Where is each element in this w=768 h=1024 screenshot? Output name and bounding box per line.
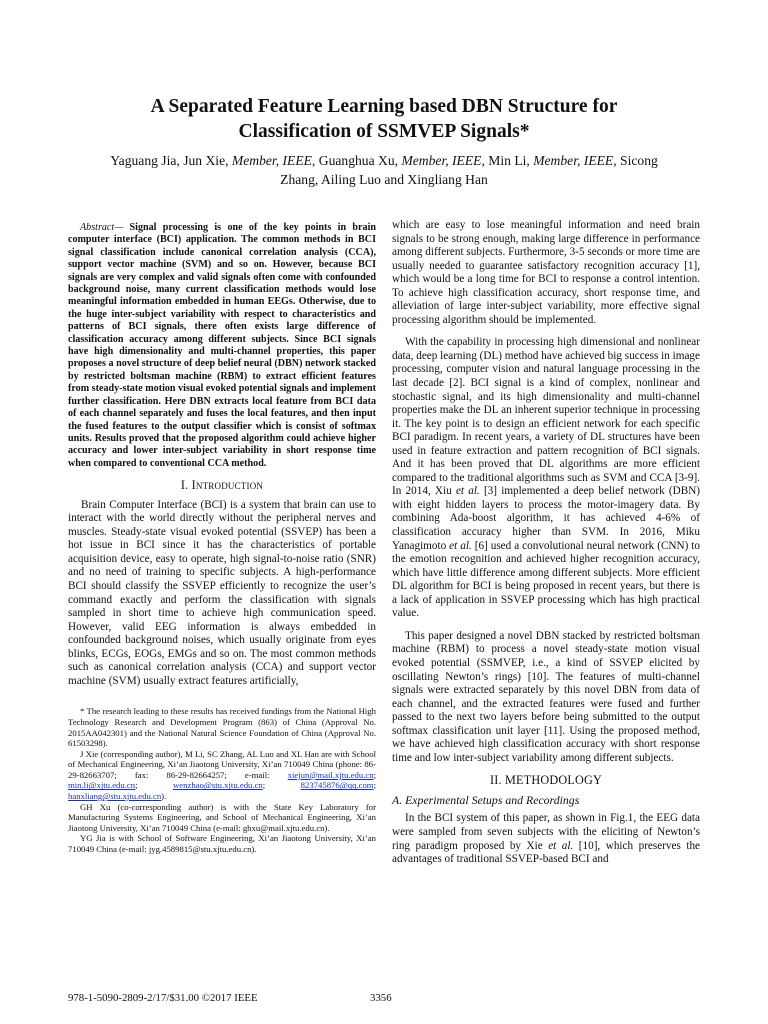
authors-line-2: Zhang, Ailing Luo and Xingliang Han: [280, 171, 488, 187]
isbn-line: 978-1-5090-2809-2/17/$31.00 ©2017 IEEE: [68, 992, 258, 1004]
footnote-funding: * The research leading to these results has received fundings from the National High Technology Research and Development Program (863) of China (Approval No. 2015AA042301) and the National Natural Science Foundation of China (Approval No. 61503298).: [68, 706, 376, 749]
footnote-affiliation-3: YG Jia is with School of Software Engineering, Xi’an Jiaotong University, Xi’an 710049 China (e-mail: jyg.4589815@stu.xjtu.edu.cn).: [68, 833, 376, 855]
section-number: I.: [180, 478, 189, 493]
author-list: [60, 152, 708, 189]
email-link[interactable]: xiejun@mail.xjtu.edu.cn: [287, 769, 374, 780]
email-link[interactable]: 823745876@qq.com: [300, 780, 374, 791]
title-line-1: A Separated Feature Learning based DBN Structure for: [150, 96, 618, 117]
intro-paragraph-3: With the capability in processing high dimensional and nonlinear data, deep learning (DL) method have achieved big success in image processing, computer vision and natural language processing in the last decade [2]. BCI signal is a kind of complex, nonlinear and stochastic signal, and its high dimensionality and multi-channel properties make the DL an inherent superior technique in processing it. The key point is to design an efficient network for each specific BCI paradigm. In recent years, a variety of DL structures have been used in feature extraction and pattern recognition of BCI signals. And it has been proved that DL algorithms are more efficient compared to the traditional algorithms such as SVM and CCA [3-9]. In 2014, Xiu et al. [3] implemented a deep belief network (DBN) with eight hidden layers to process the motor-imagery data. By combining Ada-boost algorithm, it has achieved 4-6% of classification accuracy higher than SVM. In 2016, Miku Yanagimoto et al. [6] used a convolutional neural network (CNN) to the emotion recognition and achieved higher recognition accuracy, which have little difference among different subjects. More efficient DL algorithm for BCI is being proposed in recent years, but there is a lack of application in SSVEP processing which has high practical value.: [392, 336, 700, 620]
footnotes: [68, 706, 376, 854]
section-title: Introduction: [191, 478, 264, 493]
footnote-affiliation-1: J Xie (corresponding author), M Li, SC Zhang, AL Luo and XL Han are with School of Mechanical Engineering, Xi’an Jiaotong University, Xi’an 710049 China (phone: 86-29-82663707; fax: 86-29-82664257; e-mail: xiejun@mail.xjtu.edu.cn; min.li@xjtu.edu.cn; wenzhao@stu.xjtu.edu.cn; 823745876@qq.com; hanxliang@stu.xjtu.edu.cn).: [68, 748, 377, 802]
intro-paragraph-2: which are easy to lose meaningful information and need brain signals to be strong enough, making large difference in performance among different subjects. Furthermore, 3-5 seconds or more time are usually needed to guarantee satisfactory recognition accuracy [1], which would be a long time for BCI to response a control intention. To achieve high classification accuracy, short response time, and alleviation of large inter-subject variability, more effective signal processing algorithm should be implemented.: [392, 219, 700, 326]
email-link[interactable]: min.li@xjtu.edu.cn: [68, 780, 136, 791]
paper-title: [60, 94, 708, 144]
abstract-body: Signal processing is one of the key points in brain computer interface (BCI) application. The common methods in BCI signal classification include canonical correlation analysis (CCA), support vector machine (SVM) and so on. However, because BCI signals are very complex and valid signals often come with confounded background noise, many current classification methods would lose meaningful information embedded in human EEGs. Otherwise, due to the huge inter-subject variability with respect to characteristics and patterns of BCI signals, there often exists large difference of classification accuracy among different subjects. Since BCI signals have high dimensionality and multi-channel properties, this paper proposes a novel structure of deep belief neural (DBN) network stacked by restricted boltsman machine (RBM) to extract efficient features from steady-state motion visual evoked potential signals and implement further classification. Here DBN extracts local feature from BCI data of each channel separately and fuses the local features, and then input the fused features to the output classifier which is consist of softmax units. Results proved that the proposed algorithm could achieve higher accuracy and lower inter-subject variability in short response time when compared to conventional CCA method.: [68, 222, 376, 469]
subsection-heading: A. Experimental Setups and Recordings: [392, 792, 580, 807]
authors-line-1: Yaguang Jia, Jun Xie, Member, IEEE, Guanghua Xu, Member, IEEE, Min Li, Member, IEEE, Sicong: [110, 153, 658, 168]
email-link[interactable]: hanxliang@stu.xjtu.edu.cn: [68, 791, 162, 802]
methodology-paragraph-1: In the BCI system of this paper, as shown in Fig.1, the EEG data were sampled from seven subjects with the eliciting of Newton’s ring paradigm proposed by Xie et al. [10], which preserves the advantages of traditional SSVEP-based BCI and: [392, 812, 701, 866]
email-link[interactable]: wenzhao@stu.xjtu.edu.cn: [172, 780, 263, 791]
right-column: [392, 219, 700, 876]
abstract-lead: Abstract—: [80, 222, 124, 233]
section-heading-methodology: II. METHODOLOGY: [490, 773, 602, 788]
abstract: [68, 222, 376, 470]
section-heading-introduction: [68, 479, 376, 493]
title-line-2: Classification of SSMVEP Signals*: [238, 121, 530, 142]
page-number: 3356: [370, 992, 392, 1004]
intro-paragraph-4: This paper designed a novel DBN stacked by restricted boltsman machine (RBM) to process a novel steady-state motion visual evoked potential (SSMVEP, i.e., a kind of SSVEP elicited by oscillating Newton’s rings) [10]. The features of multi-channel signals were extracted separately by this novel DBN from data of each channel, and the extracted features were fused and further passed to the next two layers before being submitted to the output softmax classification unit layer [11]. Using the proposed method, we have achieved high classification accuracy with short response time and low inter-subject variability among different subjects.: [392, 629, 700, 764]
left-column: [68, 222, 376, 855]
intro-paragraph-1: Brain Computer Interface (BCI) is a system that brain can use to interact with the world directly without the peripheral nerves and muscles. Steady-state visual evoked potential (SSVEP) has been a hot issue in BCI since it has the characteristics of portable acquisition device, easy to operate, high signal-to-noise ratio (SNR) and no need of training to specific subjects. A high-performance BCI should classify the SSVEP efficiently to recognize the user’s command exactly and perform the classification with signals sampled in short time to achieve high communication speed. However, valid EEG information is always embedded in confounded background noises, which usually originate from eyes blinks, ECGs, EOGs, EMGs and so on. The most common methods such as canonical correlation analysis (CCA) and support vector machine (SVM) usually extract features artificially,: [68, 498, 376, 687]
footnote-affiliation-2: GH Xu (co-corresponding author) is with the State Key Laboratory for Manufacturing Systems Engineering, and School of Mechanical Engineering, Xi’an Jiaotong University, Xi’an 710049 China (e-mail: ghxu@mail.xjtu.edu.cn).: [68, 801, 376, 833]
